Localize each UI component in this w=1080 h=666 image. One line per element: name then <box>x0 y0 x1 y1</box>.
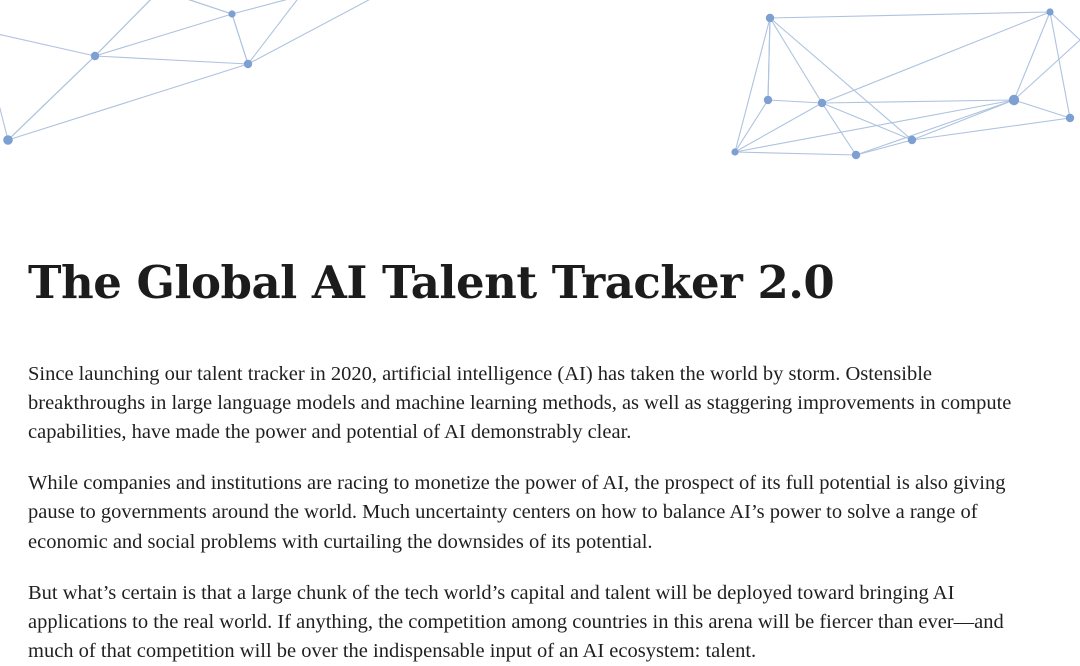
network-nodes-graphic <box>0 0 1080 230</box>
article-paragraph: Since launching our talent tracker in 2020, artificial intelligence (AI) has taken the world by storm. Ostensible breakthroughs in large language models and machine learning methods, as well as staggering improvements in compute capabilities, have made the power and potential of AI demonstrably clear. <box>28 363 1012 444</box>
article-paragraph: But what’s certain is that a large chunk of the tech world’s capital and talent will be deployed toward bringing AI applications to the real world. If anything, the competition among countries in this arena will be fiercer than ever—and much of that competition will be over the indispensable input of an AI ecosystem: talent. <box>28 581 1004 662</box>
article-body <box>28 360 1052 666</box>
page-title: The Global AI Talent Tracker 2.0 <box>28 256 835 309</box>
article-paragraph: While companies and institutions are racing to monetize the power of AI, the prospect of its full potential is also giving pause to governments around the world. Much uncertainty centers on how to balance AI’s power to solve a range of economic and social problems with curtailing the downsides of its potential. <box>28 472 1006 553</box>
